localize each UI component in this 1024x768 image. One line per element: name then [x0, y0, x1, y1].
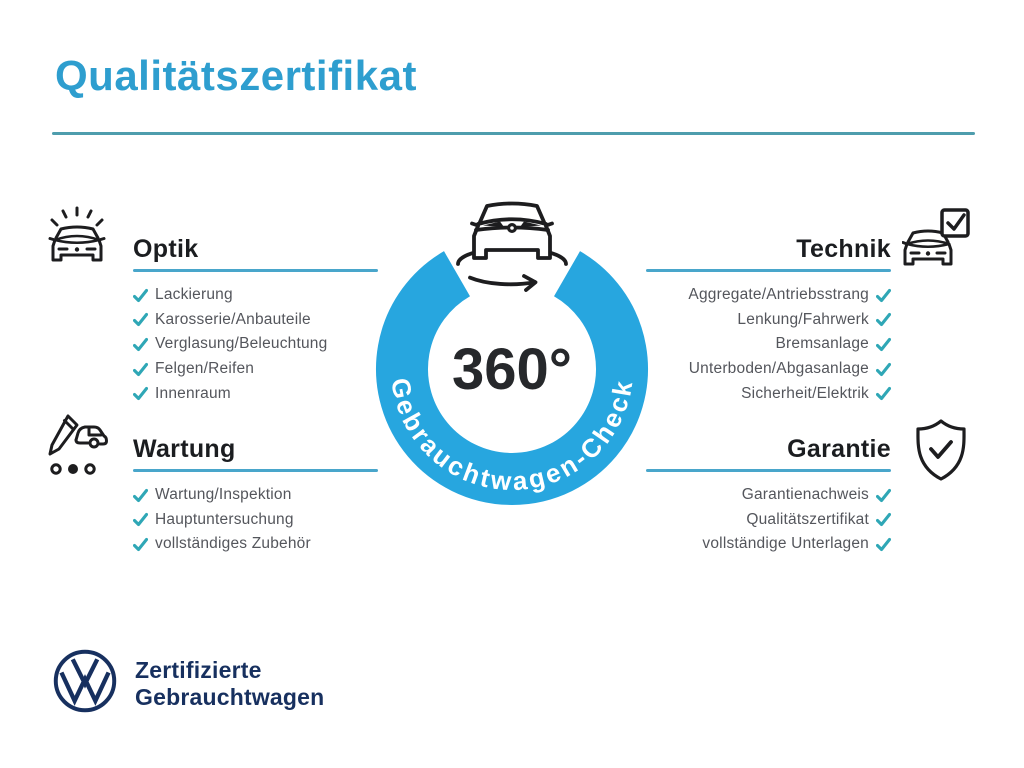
check-item-label: vollständiges Zubehör: [155, 535, 311, 553]
check-item-label: Innenraum: [155, 384, 231, 402]
check-icon: [133, 488, 148, 503]
check-item: [133, 483, 378, 508]
section-wartung-title: Wartung: [133, 435, 236, 463]
shield-check-icon: [912, 418, 970, 482]
vw-logo: [52, 648, 118, 719]
section-underline: [133, 469, 378, 472]
check-item: [133, 532, 378, 557]
check-item-label: Hauptuntersuchung: [155, 510, 294, 528]
section-optik-title: Optik: [133, 235, 199, 263]
check-icon: [876, 362, 891, 377]
check-icon: [876, 512, 891, 527]
section-underline: [133, 269, 378, 272]
check-item-label: Aggregate/Antriebsstrang: [688, 286, 869, 304]
check-item-label: Sicherheit/Elektrik: [741, 384, 869, 402]
check-icon: [876, 386, 891, 401]
degree-label: 360°: [452, 337, 572, 402]
check-icon: [876, 337, 891, 352]
footer-line2: Gebrauchtwagen: [135, 684, 325, 710]
check-item-label: Felgen/Reifen: [155, 360, 255, 378]
section-optik-items: [133, 283, 378, 406]
check-item-label: Qualitätszertifikat: [746, 510, 869, 528]
check-item: [646, 381, 891, 406]
check-item: [646, 508, 891, 533]
section-underline: [646, 269, 891, 272]
check-icon: [876, 312, 891, 327]
check-item: [646, 483, 891, 508]
section-technik: [646, 234, 891, 406]
section-technik-title: Technik: [796, 235, 891, 263]
car-360-rotation-icon: [450, 196, 574, 298]
check-icon: [133, 512, 148, 527]
car-checkbox-icon: [902, 206, 972, 270]
check-icon: [133, 288, 148, 303]
section-underline: [646, 469, 891, 472]
check-item: [133, 308, 378, 333]
section-technik-items: [646, 283, 891, 406]
check-item-label: Karosserie/Anbauteile: [155, 310, 311, 328]
check-item: [646, 308, 891, 333]
check-item-label: Lenkung/Fahrwerk: [737, 310, 869, 328]
check-icon: [133, 386, 148, 401]
check-item: [646, 283, 891, 308]
check-item-label: Lackierung: [155, 286, 233, 304]
check-icon: [133, 537, 148, 552]
check-item: [646, 357, 891, 382]
check-item-label: Wartung/Inspektion: [155, 486, 292, 504]
check-icon: [133, 337, 148, 352]
check-icon: [876, 488, 891, 503]
section-garantie-items: [646, 483, 891, 557]
section-wartung: [133, 434, 378, 557]
check-icon: [876, 537, 891, 552]
section-wartung-items: [133, 483, 378, 557]
check-item-label: vollständige Unterlagen: [702, 535, 869, 553]
check-item-label: Garantienachweis: [741, 486, 869, 504]
check-item: [646, 532, 891, 557]
check-item: [133, 508, 378, 533]
ring-curved-label: Gebrauchtwagen-Check: [385, 375, 639, 497]
header-divider: [52, 132, 975, 135]
footer-line1: Zertifizierte: [135, 657, 262, 683]
check-item: [133, 332, 378, 357]
sparkling-car-icon: [44, 204, 110, 266]
check-icon: [876, 288, 891, 303]
check-item: [646, 332, 891, 357]
check-item: [133, 357, 378, 382]
footer-brand-text: [135, 657, 324, 711]
check-icon: [133, 312, 148, 327]
section-garantie: [646, 434, 891, 557]
check-item-label: Bremsanlage: [775, 335, 869, 353]
pencil-checklist-car-icon: [40, 410, 116, 478]
check-item: [133, 381, 378, 406]
check-item: [133, 283, 378, 308]
check-item-label: Unterboden/Abgasanlage: [688, 360, 869, 378]
section-optik: [133, 234, 378, 406]
check-item-label: Verglasung/Beleuchtung: [155, 335, 328, 353]
section-garantie-title: Garantie: [787, 435, 891, 463]
check-icon: [133, 362, 148, 377]
page-title: Qualitätszertifikat: [55, 52, 417, 99]
